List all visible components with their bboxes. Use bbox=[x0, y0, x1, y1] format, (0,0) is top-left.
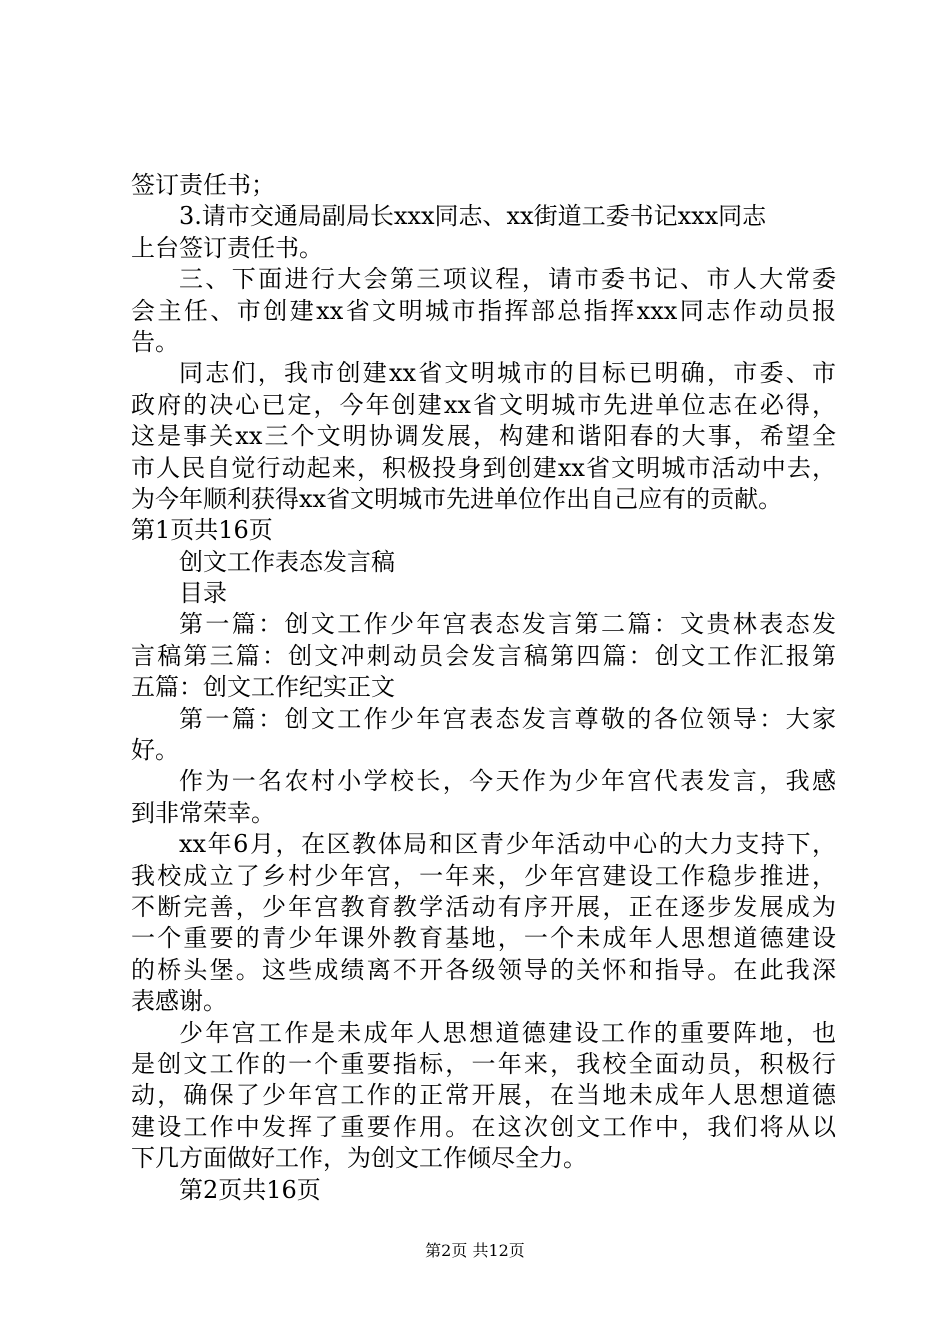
text-line: 我校成立了乡村少年宫，一年来，少年宫建设工作稳步推进， bbox=[131, 861, 836, 890]
text-line: 建设工作中发挥了重要作用。在这次创文工作中，我们将从以 bbox=[131, 1112, 836, 1141]
text-line: 政府的决心已定，今年创建xx省文明城市先进单位志在必得， bbox=[131, 390, 836, 419]
text-line: 到非常荣幸。 bbox=[131, 798, 275, 827]
text-line: 同志们，我市创建xx省文明城市的目标已明确，市委、市 bbox=[179, 359, 836, 388]
text-line: 签订责任书； bbox=[131, 171, 275, 199]
text-line: 告。 bbox=[131, 327, 179, 356]
text-line: 创文工作表态发言稿 bbox=[179, 547, 395, 576]
page-marker: 第1页共16页 bbox=[131, 516, 273, 545]
text-line: 这是事关xx三个文明协调发展，构建和谐阳春的大事，希望全 bbox=[131, 422, 836, 451]
text-line: 下几方面做好工作，为创文工作倾尽全力。 bbox=[131, 1144, 587, 1173]
text-line: 是创文工作的一个重要指标，一年来，我校全面动员，积极行 bbox=[131, 1049, 836, 1078]
text-line: 第一篇：创文工作少年宫表态发言尊敬的各位领导：大家 bbox=[179, 704, 836, 733]
text-line: 作为一名农村小学校长，今天作为少年宫代表发言，我感 bbox=[179, 767, 836, 796]
text-line: 三、下面进行大会第三项议程，请市委书记、市人大常委 bbox=[179, 265, 836, 294]
text-line: 少年宫工作是未成年人思想道德建设工作的重要阵地，也 bbox=[179, 1018, 836, 1047]
page-marker: 第2页共16页 bbox=[179, 1175, 321, 1204]
text-line: 不断完善，少年宫教育教学活动有序开展，正在逐步发展成为 bbox=[131, 892, 836, 921]
text-line: 一个重要的青少年课外教育基地，一个未成年人思想道德建设 bbox=[131, 924, 836, 953]
text-line: 第一篇：创文工作少年宫表态发言第二篇：文贵林表态发 bbox=[179, 610, 836, 639]
text-line: 会主任、市创建xx省文明城市指挥部总指挥xxx同志作动员报 bbox=[131, 296, 836, 325]
text-line: 上台签订责任书。 bbox=[131, 233, 323, 262]
page-footer: 第2页 共12页 bbox=[425, 1241, 525, 1260]
document-body bbox=[131, 170, 836, 1206]
text-line: 3.请市交通局副局长xxx同志、xx街道工委书记xxx同志 bbox=[179, 202, 767, 231]
text-line: 动，确保了少年宫工作的正常开展，在当地未成年人思想道德 bbox=[131, 1081, 836, 1110]
text-line: 五篇：创文工作纪实正文 bbox=[131, 673, 395, 702]
text-line: 目录 bbox=[179, 579, 227, 608]
text-line: 市人民自觉行动起来，积极投身到创建xx省文明城市活动中去， bbox=[131, 453, 836, 482]
text-line: 好。 bbox=[131, 736, 179, 765]
text-line: 表感谢。 bbox=[131, 987, 227, 1016]
text-line: 为今年顺利获得xx省文明城市先进单位作出自己应有的贡献。 bbox=[131, 484, 783, 513]
text-line: xx年6月，在区教体局和区青少年活动中心的大力支持下， bbox=[179, 830, 836, 859]
text-line: 言稿第三篇：创文冲刺动员会发言稿第四篇：创文工作汇报第 bbox=[131, 641, 836, 670]
text-line: 的桥头堡。这些成绩离不开各级领导的关怀和指导。在此我深 bbox=[131, 955, 836, 984]
